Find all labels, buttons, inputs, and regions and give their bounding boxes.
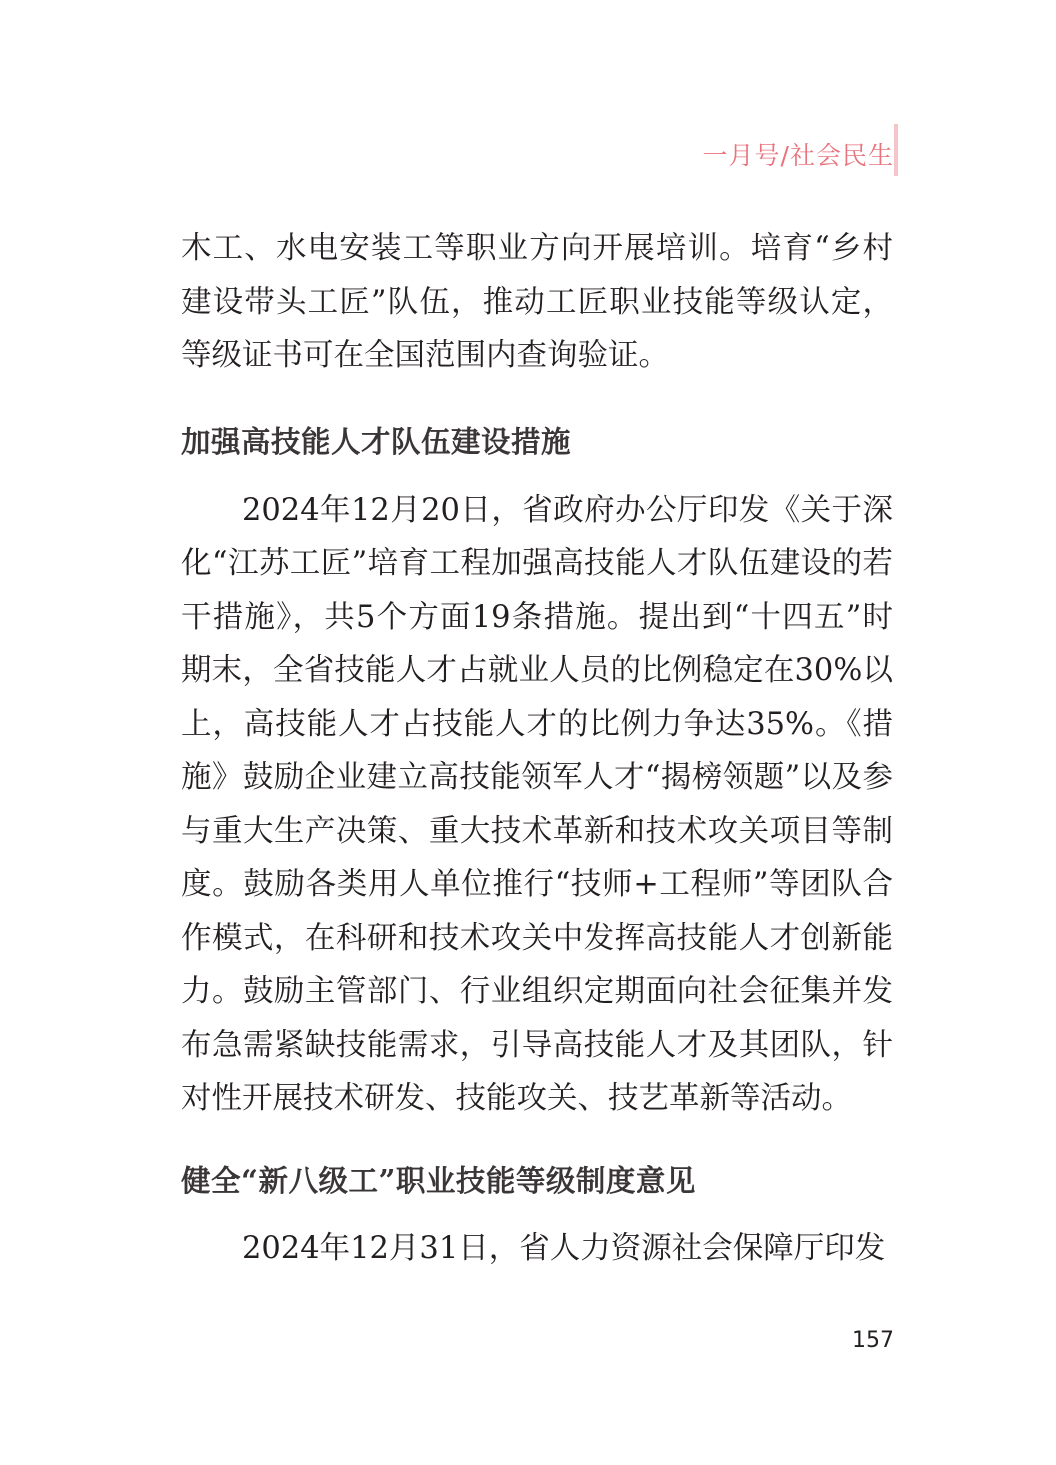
article-body [181,222,893,1275]
section-heading-eight-level-workers: 健全“新八级工”职业技能等级制度意见 [181,1162,696,1198]
paragraph-opinion-start: 2024年12月31日，省人力资源社会保障厅印发 [242,1230,886,1266]
header-section: 社会民生 [789,141,894,170]
header-separator: / [780,141,790,170]
page-number: 157 [852,1328,894,1353]
paragraph-measures: 2024年12月20日，省政府办公厅印发《关于深化“江苏工匠”培育工程加强高技能人才队伍建设的若干措施》，共5个方面19条措施。提出到“十四五”时期末，全省技能人才占就业人员的比例稳定在30%以上，高技能人才占技能人才的比例力争达35%。《措施》鼓励企业建立高技能领军人才“揭榜领题”以及参与重大生产决策、重大技术革新和技术攻关项目等制度。鼓励各类用人单位推行“技师+工程师”等团队合作模式，在科研和技术攻关中发挥高技能人才创新能力。鼓励主管部门、行业组织定期面向社会征集并发布急需紧缺技能需求，引导高技能人才及其团队，针对性开展技术研发、技能攻关、技艺革新等活动。 [181,492,893,1116]
header-accent-bar [894,124,898,176]
paragraph-continued: 木工、水电安装工等职业方向开展培训。培育“乡村建设带头工匠”队伍，推动工匠职业技能等级认定，等级证书可在全国范围内查询验证。 [181,231,893,373]
section-heading-high-skill-talent: 加强高技能人才队伍建设措施 [181,423,572,459]
header-issue: 一月号 [702,141,781,170]
running-header [703,136,894,172]
